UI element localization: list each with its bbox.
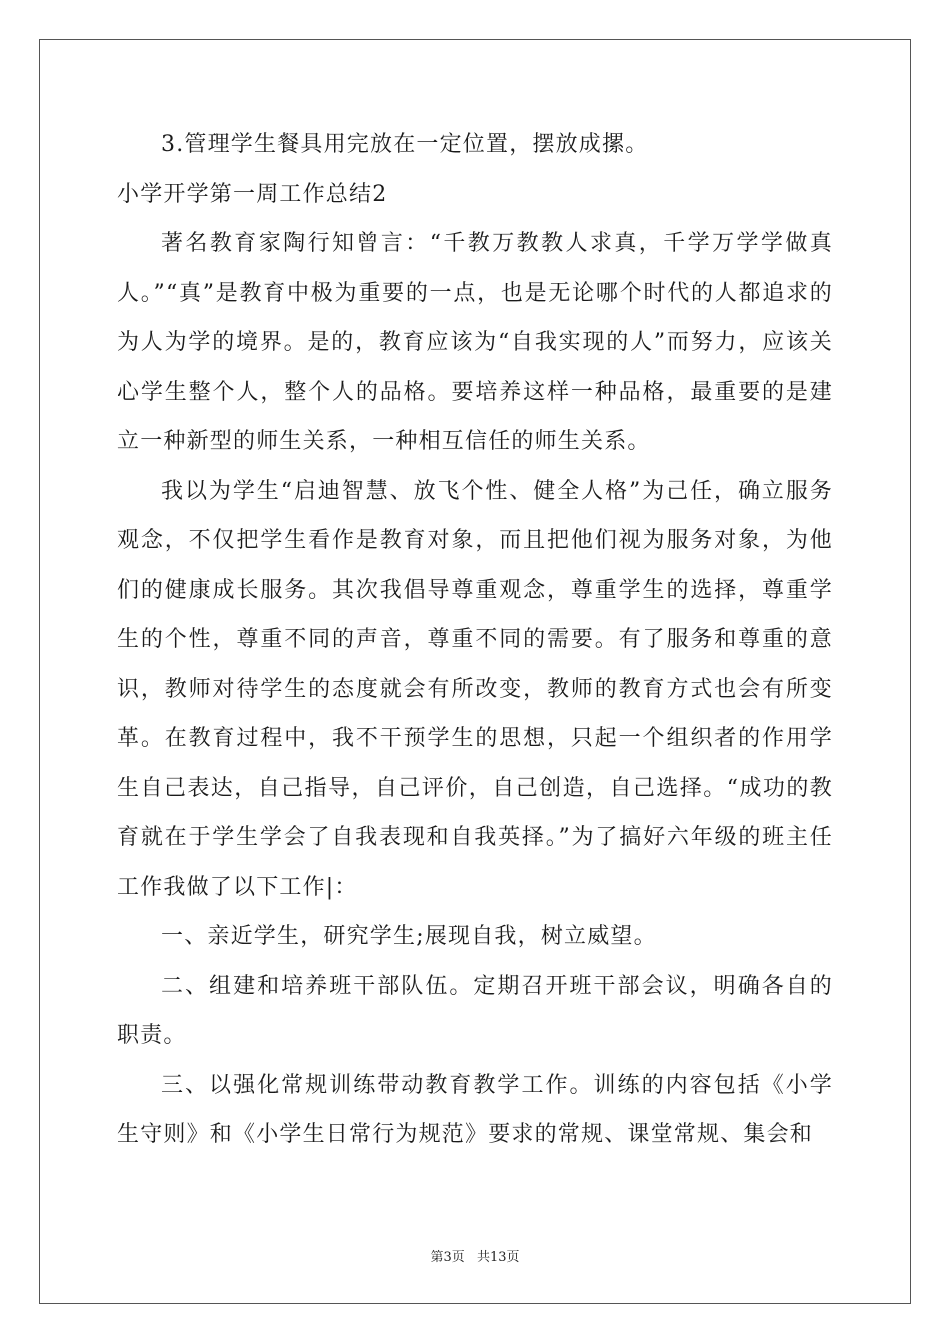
list-item-2: 二、组建和培养班干部队伍。定期召开班干部会议，明确各自的职责。 (117, 973, 833, 1048)
paragraph-1: 3.管理学生餐具用完放在一定位置，摆放成摞。 (161, 132, 649, 157)
page-total: 共13页 (476, 1250, 520, 1265)
list-item-1: 一、亲近学生，研究学生;展现自我，树立威望。 (161, 924, 657, 949)
list-item-3: 三、以强化常规训练带动教育教学工作。训练的内容包括《小学生守则》和《小学生日常行为规范》要求的常规、课堂常规、集会和 (117, 1072, 833, 1147)
document-body (117, 120, 833, 1160)
paragraph-3: 我以为学生“启迪智慧、放飞个性、健全人格”为己任，确立服务观念，不仅把学生看作是教育对象，而且把他们视为服务对象，为他们的健康成长服务。其次我倡导尊重观念，尊重学生的选择，尊重学生的个性，尊重不同的声音，尊重不同的需要。有了服务和尊重的意识，教师对待学生的态度就会有所改变，教师的教育方式也会有所变革。在教育过程中，我不干预学生的思想，只起一个组织者的作用学生自己表达，自己指导，自己评价，自己创造，自己选择。“成功的教育就在于学生学会了自我表现和自我英择。”为了搞好六年级的班主任工作我做了以下工作|： (117, 478, 833, 900)
paragraph-2: 著名教育家陶行知曾言：“千教万教教人求真，千学万学学做真人。”“真”是教育中极为重要的一点，也是无论哪个时代的人都追求的为人为学的境界。是的，教育应该为“自我实现的人”而努力，应该关心学生整个人，整个人的品格。要培养这样一种品格，最重要的是建立一种新型的师生关系，一种相互信任的师生关系。 (117, 231, 833, 454)
page-footer (0, 1246, 950, 1265)
section-heading: 小学开学第一周工作总结2 (117, 181, 388, 207)
page-number: 第3页 (430, 1250, 465, 1265)
